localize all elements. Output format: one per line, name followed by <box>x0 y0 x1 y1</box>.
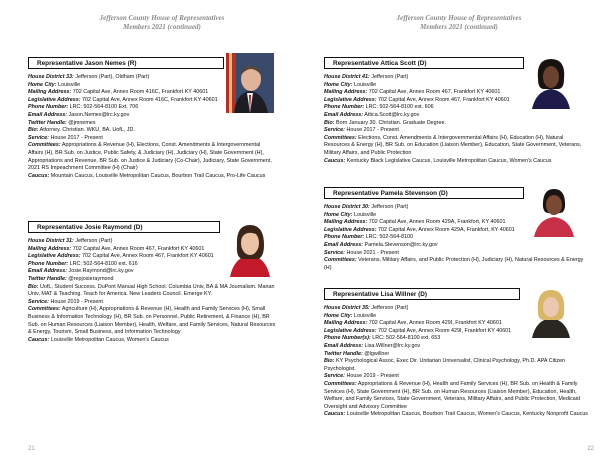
field-bio: Bio: Attorney. Christian. WKU, BA. UofL, JD. <box>28 127 135 134</box>
field-legislative: Legislative Address: 702 Capital Ave, Annex Room 467, Frankfort KY 40601 <box>324 96 510 103</box>
field-phone: Phone Number(s): LRC: 502-564-8100 ext. 653 <box>324 335 441 342</box>
member-bio-willner <box>324 305 590 419</box>
field-district: House District 41: Jefferson (Part) <box>324 74 409 80</box>
field-legislative: Legislative Address: 702 Capital Ave, Annex Room 429A, Frankfort, KY 40601 <box>324 226 515 233</box>
field-phone: Phone Number: LRC: 502-564-8100 <box>324 234 413 241</box>
field-twitter: Twitter Handle: @lgwillner <box>324 350 390 357</box>
field-committees: Committees: Appropriations & Revenue (H), Elections, Const. Amendments & Intergovernmental Affairs (H), BR Sub. on Justice, Public Safety, & Judiciary (H), Judiciary (H), State Government (H), Appropriations and Revenue, BR Sub. on Justice & Judiciary (Co-Chair), Judiciary, State Government, 2021 RS Impeachment Committee (H) (Chair) <box>28 142 272 172</box>
header-line-1: Jefferson County House of Representatives <box>396 14 522 22</box>
field-bio: Bio: KY Psychological Assoc, Exec Dir. Unitarian Universalist, Clinical Psychology, Ph.D. APA Citizen Psychologist. <box>324 358 566 372</box>
field-committees: Committees: Agriculture (H), Appropriations & Revenue (H), Health and Family Services (H), Small Business & Information Technology (H), BR Sub. on Personnel, Public Retirement, & Finance (H), BR Sub. on Human Resources (Liaison Member), Health, Welfare, and Family Services, Natural Resources & Energy, Tourism, Small Business, and Information Technology <box>28 306 276 336</box>
field-mailing: Mailing Address: 702 Capital Ave, Annex Room 416C, Frankfort KY 40601 <box>28 89 209 96</box>
field-caucus: Caucus: Louisville Metropolitan Caucus, Women's Caucus <box>28 336 169 343</box>
field-mailing: Mailing Address: 702 Capital Ave, Annex Room 429I, Frankfort KY 40601 <box>324 320 502 327</box>
member-card-scott <box>324 57 592 164</box>
member-title: Representative Jason Nemes (R) <box>28 57 224 69</box>
field-bio: Bio: UofL, Student Success. DuPont Manual High School. Columbia Univ, BA & MA Journalism. Marian Univ, MAT & Teaching. Teach for America. New Leaders Council. Emerge KY. <box>28 283 275 298</box>
field-email: Email Address: Attica.Scott@lrc.ky.gov <box>324 111 420 118</box>
field-email: Email Address: Jason.Nemes@lrc.ky.gov <box>28 111 130 118</box>
member-bio-nemes <box>28 74 276 180</box>
field-twitter: Twitter Handle: @rep​josieraymond <box>28 275 114 282</box>
member-title: Representative Attica Scott (D) <box>324 57 524 69</box>
field-mailing: Mailing Address: 702 Capital Ave, Annex Room 429A, Frankfort, KY 40601 <box>324 219 506 226</box>
field-mailing: Mailing Address: 702 Capital Ave, Annex Room 467, Frankfort KY 40601 <box>324 89 501 96</box>
field-email: Email Address: Josie.Raymond@lrc.ky.gov <box>28 268 134 275</box>
field-service: Service: House 2017 - Present <box>28 134 103 141</box>
field-district: House District 33: Jefferson (Part), Oldham (Part) <box>28 74 150 80</box>
page-header <box>28 14 296 32</box>
field-home-city: Home City: Louisville <box>28 81 81 88</box>
member-card-willner <box>324 288 592 418</box>
field-service: Service: House 2021 - Present <box>324 249 399 256</box>
page-header <box>324 14 594 32</box>
header-line-1: Jefferson County House of Representatives <box>99 14 225 22</box>
member-card-raymond <box>28 221 288 343</box>
field-caucus: Caucus: Kentucky Black Legislative Caucus, Louisville Metropolitan Caucus, Women's Caucus <box>324 157 552 164</box>
field-home-city: Home City: Louisville <box>324 81 377 88</box>
field-service: Service: House 2019 - Present <box>28 298 103 305</box>
field-service: Service: House 2017 - Present <box>324 127 399 134</box>
field-legislative: Legislative Address: 702 Capital Ave, Annex Room 416C, Frankfort KY 40601 <box>28 96 218 103</box>
field-district: House District 30: Jefferson (Part) <box>324 204 409 210</box>
member-title: Representative Pamela Stevenson (D) <box>324 187 524 199</box>
member-title: Representative Josie Raymond (D) <box>28 221 220 233</box>
field-home-city: Home City: Louisville <box>324 211 377 218</box>
member-bio-scott <box>324 74 590 165</box>
field-mailing: Mailing Address: 702 Capital Ave, Annex Room 467, Frankfort KY 40601 <box>28 245 205 252</box>
member-card-nemes <box>28 57 288 179</box>
header-line-2: Members 2021 (continued) <box>123 23 201 31</box>
member-bio-stevenson <box>324 204 590 272</box>
field-email: Email Address: Pamela.Stevenson@lrc.ky.gov <box>324 241 438 248</box>
member-bio-raymond <box>28 238 276 344</box>
field-phone: Phone Number: LRC: 502-564-8100 ext. 606 <box>324 104 434 111</box>
header-line-2: Members 2021 (continued) <box>420 23 498 31</box>
member-card-stevenson <box>324 187 592 271</box>
field-email: Email Address: Lisa.Willner@lrc.ky.gov <box>324 342 421 349</box>
field-district: House District 31: Jefferson (Part) <box>28 238 113 244</box>
field-legislative: Legislative Address: 702 Capital Ave, Annex Room 467, Frankfort KY 40601 <box>28 253 214 260</box>
field-phone: Phone Number: LRC: 502-564-8100 Ext. 706 <box>28 104 139 111</box>
field-bio: Bio: Born January 30. Christian. Graduate Degree. <box>324 119 446 126</box>
field-district: House District 35: Jefferson (Part) <box>324 305 409 311</box>
page-number-left: 21 <box>28 446 35 452</box>
field-phone: Phone Number: LRC: 502-564-8100 ext. 616 <box>28 260 138 267</box>
field-committees: Committees: Veterans, Military Affairs, and Public Protection (H), Judiciary (H), Natural Resources & Energy (H) <box>324 257 584 271</box>
field-caucus: Caucus: Mountain Caucus, Louisville Metropolitan Caucus, Bourbon Trail Caucus, Pro-Life Caucus <box>28 172 266 179</box>
field-committees: Committees: Appropriations & Revenue (H), Health and Family Services (H), BR Sub. on Health & Family Services (H), State Government (H), BR Sub. on Human Resources (Liaison Member), Education, Health, Welfare, and Family Services, State Government, Veterans, Military Affairs, and Public Protection, Medicaid Oversight and Advisory Committee <box>324 380 580 410</box>
field-committees: Committees: Elections, Const. Amendments & Intergovernmental Affairs (H), Education (H), Natural Resources & Energy (H), BR Sub. on Education (Liaison Member), Education, State Government, Veterans, Military Affairs, and Public Protection <box>324 134 582 156</box>
field-service: Service: House 2019 - Present <box>324 373 399 380</box>
member-title: Representative Lisa Willner (D) <box>324 288 520 300</box>
field-caucus: Caucus: Louisville Metropolitan Caucus, Bourbon Trail Caucus, Women's Caucus, Kentucky Nonprofit Caucus <box>324 411 589 418</box>
right-page <box>300 0 600 463</box>
field-legislative: Legislative Address: 702 Capital Ave, Annex Room 429I, Frankfort KY 40601 <box>324 327 512 334</box>
field-twitter: Twitter Handle: @jmnemes <box>28 119 96 126</box>
field-home-city: Home City: Louisville <box>324 312 377 319</box>
page-number-right: 22 <box>587 446 594 452</box>
